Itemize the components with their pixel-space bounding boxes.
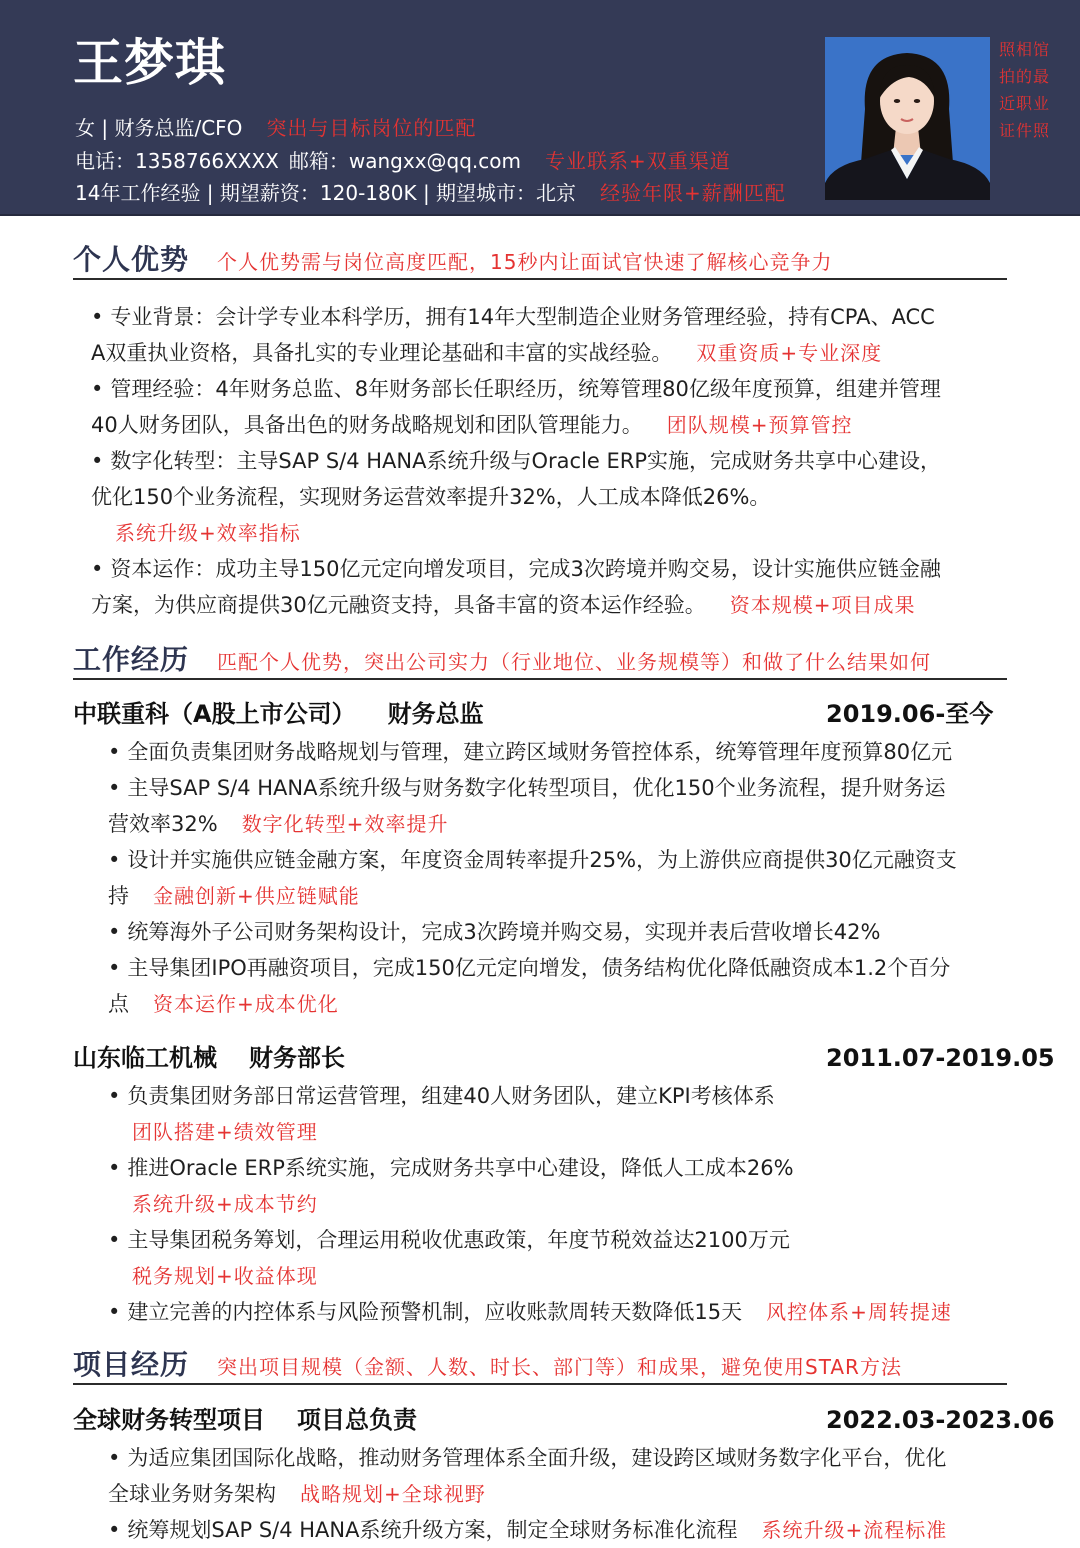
item-text: 主导SAP S/4 HANA系统升级与财务数字化转型项目，优化150个业务流程，提升财务运营效率32% [108,776,946,836]
section-title: 工作经历 [73,643,190,676]
phone-number: 电话：1358766XXXX [75,149,279,173]
item-text: 主导集团IPO再融资项目，完成150亿元定向增发，债务结构优化降低融资成本1.2个百分点 [108,956,951,1016]
section-title: 项目经历 [73,1348,190,1381]
item-text: 主导集团税务筹划，合理运用税收优惠政策，年度节税效益达2100万元 [127,1228,790,1252]
annotation-note: 经验年限+薪酬匹配 [600,181,786,205]
item-text: 资本运作：成功主导150亿元定向增发项目，完成3次跨境并购交易，设计实施供应链金融方案，为供应商提供30亿元融资支持，具备丰富的资本运作经验。 [91,557,941,617]
list-item [108,734,966,770]
photo-annotation-line: 照相馆 [999,40,1051,59]
annotation-note: 资本运作+成本优化 [153,992,339,1016]
list-item [108,770,966,842]
list-item [91,299,949,371]
photo-eye-right [914,99,920,103]
item-text: 设计并实施供应链金融方案，年度资金周转率提升25%，为上游供应商提供30亿元融资支持 [108,848,957,908]
list-item [108,842,966,914]
job-duties-list [73,734,966,1022]
photo-annotation [999,36,1063,144]
photo-annotation-line: 近职业 [999,94,1051,113]
job-period: 2019.06-至今 [826,700,994,728]
job-period: 2011.07-2019.05 [826,1044,1055,1072]
item-text: 建立完善的内控体系与风险预警机制，应收账款周转天数降低15天 [127,1300,743,1324]
item-text: 数字化转型：主导SAP S/4 HANA系统升级与Oracle ERP实施，完成财务共享中心建设，优化150个业务流程，实现财务运营效率提升32%，人工成本降低26%。 [91,449,942,509]
project-details-list [73,1440,966,1548]
job-duties-list [73,1078,966,1330]
list-item [108,1150,966,1222]
section-annotation: 个人优势需与岗位高度匹配，15秒内让面试官快速了解核心竞争力 [217,250,833,274]
annotation-note: 双重资质+专业深度 [696,341,883,365]
annotation-note: 系统升级+流程标准 [761,1518,948,1542]
project-role: 项目总负责 [297,1406,417,1434]
section-heading-advantages [73,242,1007,280]
annotation-note: 专业联系+双重渠道 [545,149,731,173]
list-item [91,443,949,551]
list-item [108,1078,966,1150]
experience-salary-city: 14年工作经验 | 期望薪资：120-180K | 期望城市：北京 [75,181,577,205]
annotation-note: 团队搭建+绩效管理 [132,1120,318,1144]
email-address: 邮箱：wangxx@qq.com [288,149,522,173]
list-item [91,371,949,443]
resume-header [0,0,1080,216]
annotation-note: 战略规划+全球视野 [300,1482,486,1506]
section-title: 个人优势 [73,243,190,276]
candidate-name: 王梦琪 [73,34,226,92]
list-item [108,1222,966,1294]
item-text: 全面负责集团财务战略规划与管理，建立跨区域财务管控体系，统筹管理年度预算80亿元 [127,740,953,764]
advantages-list [73,299,949,623]
list-item [108,1512,966,1548]
item-text: 负责集团财务部日常运营管理，组建40人财务团队，建立KPI考核体系 [127,1084,775,1108]
gender-title: 女 | 财务总监/CFO [75,116,243,140]
list-item [108,950,966,1022]
item-text: 管理经验：4年财务总监、8年财务部长任职经历，统筹管理80亿级年度预算，组建并管理40人财务团队，具备出色的财务战略规划和团队管理能力。 [91,377,941,437]
item-text: 统筹规划SAP S/4 HANA系统升级方案，制定全球财务标准化流程 [127,1518,738,1542]
section-heading-work [73,642,1007,680]
item-text: 推进Oracle ERP系统实施，完成财务共享中心建设，降低人工成本26% [127,1156,794,1180]
section-annotation: 匹配个人优势，突出公司实力（行业地位、业务规模等）和做了什么结果如何 [217,650,932,674]
profile-photo [825,37,990,200]
list-item [91,551,949,623]
annotation-note: 数字化转型+效率提升 [241,812,449,836]
header-line-position [75,113,476,143]
photo-annotation-line: 拍的最 [999,67,1051,86]
section-annotation: 突出项目规模（金额、人数、时长、部门等）和成果，避免使用STAR方法 [217,1355,902,1379]
annotation-note: 金融创新+供应链赋能 [153,884,360,908]
section-heading-projects [73,1347,1007,1385]
annotation-note: 系统升级+效率指标 [115,521,301,545]
job-role: 财务部长 [249,1044,345,1072]
company-name: 中联重科（A股上市公司） [73,700,356,728]
job-header [73,1040,1055,1076]
annotation-note: 风控体系+周转提速 [766,1300,952,1324]
photo-eye-left [894,99,900,103]
project-period: 2022.03-2023.06 [826,1406,1055,1434]
annotation-note: 团队规模+预算管控 [666,413,853,437]
resume-body [73,216,1055,1548]
item-text: 统筹海外子公司财务架构设计，完成3次跨境并购交易，实现并表后营收增长42% [127,920,881,944]
list-item [108,1294,966,1330]
list-item [108,1440,966,1512]
project-name: 全球财务转型项目 [73,1406,265,1434]
item-text: 专业背景：会计学专业本科学历，拥有14年大型制造企业财务管理经验，持有CPA、ACCA双重执业资格，具备扎实的专业理论基础和丰富的实战经验。 [91,305,935,365]
annotation-note: 系统升级+成本节约 [132,1192,318,1216]
annotation-note: 资本规模+项目成果 [729,593,916,617]
header-line-contact [75,146,731,176]
company-name: 山东临工机械 [73,1044,217,1072]
item-text: 为适应集团国际化战略，推动财务管理体系全面升级，建设跨区域财务数字化平台，优化全球业务财务架构 [108,1446,947,1506]
project-header [73,1402,1055,1438]
list-item [108,914,966,950]
job-header [73,696,1007,732]
annotation-note: 税务规划+收益体现 [132,1264,318,1288]
header-line-expectation [75,178,786,208]
annotation-note: 突出与目标岗位的匹配 [266,116,477,140]
job-role: 财务总监 [387,700,484,728]
photo-annotation-line: 证件照 [999,121,1051,140]
